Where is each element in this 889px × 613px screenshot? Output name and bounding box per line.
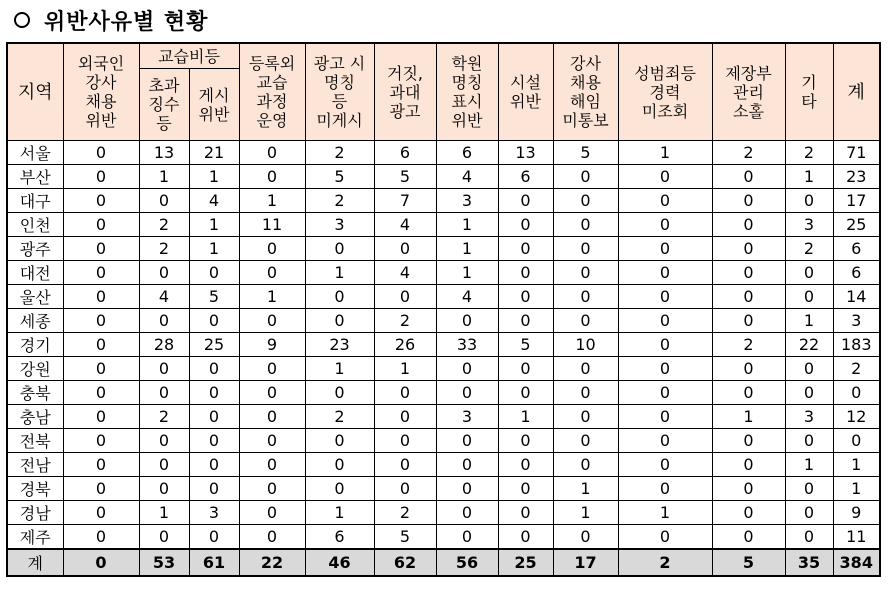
- value-cell: 0: [553, 189, 618, 213]
- value-cell: 0: [785, 525, 833, 550]
- value-cell: 0: [239, 429, 305, 453]
- value-cell: 0: [618, 165, 712, 189]
- value-cell: 0: [712, 261, 785, 285]
- value-cell: 1: [305, 501, 374, 525]
- value-cell: 9: [239, 333, 305, 357]
- value-cell: 0: [139, 381, 189, 405]
- value-cell: 12: [833, 405, 880, 429]
- value-cell: 4: [374, 261, 436, 285]
- value-cell: 0: [63, 429, 139, 453]
- value-cell: 0: [189, 357, 239, 381]
- header-academy-name: 학원 명칭 표시 위반: [436, 43, 498, 141]
- value-cell: 0: [189, 477, 239, 501]
- value-cell: 0: [618, 213, 712, 237]
- value-cell: 17: [553, 549, 618, 576]
- value-cell: 0: [63, 381, 139, 405]
- value-cell: 0: [618, 405, 712, 429]
- table-row: [7, 189, 880, 213]
- header-region: 지역: [7, 43, 63, 141]
- value-cell: 62: [374, 549, 436, 576]
- region-cell: 계: [7, 549, 63, 576]
- table-row: [7, 429, 880, 453]
- header-tuition-post: 게시 위반: [189, 69, 239, 141]
- value-cell: 13: [139, 141, 189, 165]
- value-cell: 1: [239, 285, 305, 309]
- value-cell: 2: [618, 549, 712, 576]
- value-cell: 53: [139, 549, 189, 576]
- value-cell: 3: [833, 309, 880, 333]
- header-teacher-notice: 강사 채용 해임 미통보: [553, 43, 618, 141]
- value-cell: 2: [139, 213, 189, 237]
- value-cell: 0: [189, 453, 239, 477]
- value-cell: 0: [785, 381, 833, 405]
- value-cell: 0: [498, 285, 553, 309]
- value-cell: 14: [833, 285, 880, 309]
- value-cell: 0: [553, 405, 618, 429]
- region-cell: 충북: [7, 381, 63, 405]
- value-cell: 4: [374, 213, 436, 237]
- value-cell: 0: [63, 285, 139, 309]
- value-cell: 0: [436, 429, 498, 453]
- value-cell: 4: [189, 189, 239, 213]
- value-cell: 1: [833, 477, 880, 501]
- region-cell: 인천: [7, 213, 63, 237]
- table-row: [7, 261, 880, 285]
- value-cell: 0: [189, 405, 239, 429]
- value-cell: 1: [712, 405, 785, 429]
- table-row: [7, 333, 880, 357]
- value-cell: 0: [63, 501, 139, 525]
- table-body: [7, 141, 880, 577]
- value-cell: 1: [833, 453, 880, 477]
- value-cell: 25: [498, 549, 553, 576]
- value-cell: 21: [189, 141, 239, 165]
- value-cell: 0: [239, 525, 305, 550]
- value-cell: 0: [374, 405, 436, 429]
- value-cell: 0: [436, 525, 498, 550]
- value-cell: 0: [63, 261, 139, 285]
- value-cell: 3: [189, 501, 239, 525]
- value-cell: 22: [239, 549, 305, 576]
- value-cell: 0: [189, 525, 239, 550]
- value-cell: 0: [712, 501, 785, 525]
- region-cell: 경북: [7, 477, 63, 501]
- value-cell: 1: [189, 165, 239, 189]
- value-cell: 0: [498, 213, 553, 237]
- value-cell: 2: [712, 141, 785, 165]
- value-cell: 0: [785, 285, 833, 309]
- table-row: [7, 381, 880, 405]
- value-cell: 0: [712, 381, 785, 405]
- value-cell: 3: [785, 405, 833, 429]
- circle-bullet-icon: [14, 12, 30, 28]
- value-cell: 0: [189, 309, 239, 333]
- value-cell: 4: [139, 285, 189, 309]
- value-cell: 0: [63, 405, 139, 429]
- value-cell: 0: [618, 453, 712, 477]
- value-cell: 1: [436, 237, 498, 261]
- value-cell: 1: [189, 213, 239, 237]
- value-cell: 0: [189, 381, 239, 405]
- table-row: [7, 477, 880, 501]
- value-cell: 0: [553, 237, 618, 261]
- value-cell: 0: [139, 453, 189, 477]
- value-cell: 0: [833, 381, 880, 405]
- value-cell: 0: [374, 285, 436, 309]
- value-cell: 0: [436, 501, 498, 525]
- value-cell: 46: [305, 549, 374, 576]
- value-cell: 0: [239, 453, 305, 477]
- value-cell: 10: [553, 333, 618, 357]
- value-cell: 0: [712, 189, 785, 213]
- value-cell: 0: [305, 309, 374, 333]
- value-cell: 0: [498, 429, 553, 453]
- value-cell: 0: [239, 357, 305, 381]
- value-cell: 26: [374, 333, 436, 357]
- value-cell: 13: [498, 141, 553, 165]
- value-cell: 5: [712, 549, 785, 576]
- value-cell: 0: [239, 141, 305, 165]
- value-cell: 0: [618, 309, 712, 333]
- value-cell: 0: [712, 477, 785, 501]
- region-cell: 전북: [7, 429, 63, 453]
- value-cell: 2: [139, 237, 189, 261]
- value-cell: 0: [63, 141, 139, 165]
- header-ledger: 제장부 관리 소홀: [712, 43, 785, 141]
- value-cell: 0: [63, 333, 139, 357]
- table-row: [7, 405, 880, 429]
- value-cell: 0: [553, 165, 618, 189]
- value-cell: 0: [374, 477, 436, 501]
- value-cell: 1: [498, 405, 553, 429]
- value-cell: 1: [618, 501, 712, 525]
- value-cell: 0: [63, 549, 139, 576]
- value-cell: 35: [785, 549, 833, 576]
- value-cell: 0: [553, 357, 618, 381]
- value-cell: 1: [374, 357, 436, 381]
- region-cell: 부산: [7, 165, 63, 189]
- value-cell: 0: [239, 381, 305, 405]
- value-cell: 3: [305, 213, 374, 237]
- value-cell: 5: [374, 165, 436, 189]
- value-cell: 0: [189, 429, 239, 453]
- value-cell: 2: [374, 309, 436, 333]
- value-cell: 0: [139, 477, 189, 501]
- region-cell: 경남: [7, 501, 63, 525]
- value-cell: 0: [239, 405, 305, 429]
- violation-table: [6, 42, 881, 577]
- value-cell: 0: [618, 381, 712, 405]
- header-etc: 기 타: [785, 43, 833, 141]
- value-cell: 0: [305, 237, 374, 261]
- header-tuition-group: 교습비등: [139, 43, 239, 69]
- value-cell: 0: [305, 453, 374, 477]
- value-cell: 56: [436, 549, 498, 576]
- title-text: 위반사유별 현황: [44, 9, 209, 35]
- region-cell: 대전: [7, 261, 63, 285]
- value-cell: 0: [498, 189, 553, 213]
- region-cell: 세종: [7, 309, 63, 333]
- page-title: [10, 4, 208, 36]
- value-cell: 6: [498, 165, 553, 189]
- value-cell: 0: [436, 309, 498, 333]
- value-cell: 3: [785, 213, 833, 237]
- value-cell: 0: [239, 477, 305, 501]
- total-row: [7, 549, 880, 576]
- value-cell: 0: [239, 261, 305, 285]
- value-cell: 0: [618, 357, 712, 381]
- value-cell: 0: [63, 237, 139, 261]
- value-cell: 0: [63, 189, 139, 213]
- value-cell: 5: [553, 141, 618, 165]
- value-cell: 28: [139, 333, 189, 357]
- value-cell: 0: [712, 525, 785, 550]
- value-cell: 1: [305, 261, 374, 285]
- value-cell: 0: [712, 237, 785, 261]
- value-cell: 1: [139, 165, 189, 189]
- region-cell: 강원: [7, 357, 63, 381]
- value-cell: 25: [833, 213, 880, 237]
- header-total: 계: [833, 43, 880, 141]
- value-cell: 6: [833, 261, 880, 285]
- table-row: [7, 501, 880, 525]
- header-tuition-over: 초과 징수 등: [139, 69, 189, 141]
- table-row: [7, 237, 880, 261]
- table-row: [7, 213, 880, 237]
- value-cell: 5: [374, 525, 436, 550]
- value-cell: 1: [305, 357, 374, 381]
- region-cell: 전남: [7, 453, 63, 477]
- value-cell: 0: [498, 453, 553, 477]
- value-cell: 0: [305, 381, 374, 405]
- value-cell: 0: [139, 309, 189, 333]
- value-cell: 6: [833, 237, 880, 261]
- value-cell: 2: [712, 333, 785, 357]
- region-cell: 제주: [7, 525, 63, 550]
- region-cell: 대구: [7, 189, 63, 213]
- value-cell: 1: [618, 141, 712, 165]
- value-cell: 0: [239, 165, 305, 189]
- value-cell: 2: [785, 237, 833, 261]
- value-cell: 0: [712, 213, 785, 237]
- value-cell: 0: [785, 357, 833, 381]
- value-cell: 3: [436, 189, 498, 213]
- value-cell: 384: [833, 549, 880, 576]
- value-cell: 0: [618, 525, 712, 550]
- value-cell: 5: [189, 285, 239, 309]
- table-row: [7, 165, 880, 189]
- value-cell: 0: [712, 453, 785, 477]
- value-cell: 0: [305, 477, 374, 501]
- value-cell: 0: [553, 453, 618, 477]
- value-cell: 0: [785, 261, 833, 285]
- table-row: [7, 453, 880, 477]
- table-row: [7, 525, 880, 550]
- value-cell: 0: [374, 381, 436, 405]
- value-cell: 0: [436, 357, 498, 381]
- value-cell: 2: [305, 141, 374, 165]
- value-cell: 0: [553, 285, 618, 309]
- value-cell: 0: [618, 477, 712, 501]
- value-cell: 0: [498, 357, 553, 381]
- value-cell: 4: [436, 285, 498, 309]
- value-cell: 0: [785, 477, 833, 501]
- value-cell: 6: [436, 141, 498, 165]
- value-cell: 0: [63, 213, 139, 237]
- value-cell: 0: [618, 261, 712, 285]
- value-cell: 0: [498, 501, 553, 525]
- value-cell: 0: [63, 357, 139, 381]
- value-cell: 0: [785, 501, 833, 525]
- value-cell: 0: [712, 357, 785, 381]
- value-cell: 1: [189, 237, 239, 261]
- value-cell: 0: [553, 309, 618, 333]
- value-cell: 2: [139, 405, 189, 429]
- value-cell: 0: [139, 261, 189, 285]
- region-cell: 서울: [7, 141, 63, 165]
- table-row: [7, 309, 880, 333]
- header-foreign-teacher: 외국인 강사 채용 위반: [63, 43, 139, 141]
- value-cell: 5: [305, 165, 374, 189]
- region-cell: 울산: [7, 285, 63, 309]
- value-cell: 1: [139, 501, 189, 525]
- value-cell: 1: [553, 477, 618, 501]
- value-cell: 2: [785, 141, 833, 165]
- value-cell: 0: [618, 333, 712, 357]
- region-cell: 경기: [7, 333, 63, 357]
- value-cell: 0: [498, 525, 553, 550]
- value-cell: 0: [553, 261, 618, 285]
- value-cell: 0: [498, 237, 553, 261]
- value-cell: 0: [436, 381, 498, 405]
- value-cell: 1: [436, 213, 498, 237]
- table-row: [7, 285, 880, 309]
- value-cell: 0: [139, 429, 189, 453]
- value-cell: 2: [305, 189, 374, 213]
- value-cell: 0: [63, 165, 139, 189]
- value-cell: 0: [436, 477, 498, 501]
- value-cell: 0: [63, 453, 139, 477]
- value-cell: 0: [63, 309, 139, 333]
- value-cell: 0: [785, 429, 833, 453]
- value-cell: 0: [139, 525, 189, 550]
- value-cell: 23: [305, 333, 374, 357]
- value-cell: 11: [833, 525, 880, 550]
- header-false-ad: 거짓, 과대 광고: [374, 43, 436, 141]
- value-cell: 6: [305, 525, 374, 550]
- table-row: [7, 141, 880, 165]
- region-cell: 충남: [7, 405, 63, 429]
- value-cell: 1: [239, 189, 305, 213]
- value-cell: 0: [712, 285, 785, 309]
- value-cell: 0: [305, 429, 374, 453]
- value-cell: 0: [785, 189, 833, 213]
- value-cell: 3: [436, 405, 498, 429]
- value-cell: 25: [189, 333, 239, 357]
- value-cell: 0: [63, 477, 139, 501]
- value-cell: 71: [833, 141, 880, 165]
- value-cell: 0: [139, 189, 189, 213]
- value-cell: 2: [833, 357, 880, 381]
- value-cell: 7: [374, 189, 436, 213]
- header-facility: 시설 위반: [498, 43, 553, 141]
- value-cell: 183: [833, 333, 880, 357]
- table-row: [7, 357, 880, 381]
- header-unregistered: 등록외 교습 과정 운영: [239, 43, 305, 141]
- value-cell: 0: [374, 237, 436, 261]
- value-cell: 0: [498, 261, 553, 285]
- value-cell: 5: [498, 333, 553, 357]
- value-cell: 0: [63, 525, 139, 550]
- value-cell: 0: [498, 309, 553, 333]
- value-cell: 2: [305, 405, 374, 429]
- value-cell: 1: [436, 261, 498, 285]
- value-cell: 1: [553, 501, 618, 525]
- value-cell: 0: [833, 429, 880, 453]
- value-cell: 0: [239, 309, 305, 333]
- value-cell: 2: [374, 501, 436, 525]
- value-cell: 0: [618, 429, 712, 453]
- value-cell: 0: [618, 285, 712, 309]
- value-cell: 61: [189, 549, 239, 576]
- value-cell: 0: [436, 453, 498, 477]
- header-ad-name: 광고 시 명칭 등 미게시: [305, 43, 374, 141]
- value-cell: 17: [833, 189, 880, 213]
- value-cell: 0: [553, 429, 618, 453]
- value-cell: 0: [553, 213, 618, 237]
- value-cell: 0: [712, 309, 785, 333]
- value-cell: 0: [712, 429, 785, 453]
- value-cell: 0: [498, 381, 553, 405]
- value-cell: 0: [139, 357, 189, 381]
- region-cell: 광주: [7, 237, 63, 261]
- value-cell: 11: [239, 213, 305, 237]
- value-cell: 0: [374, 453, 436, 477]
- value-cell: 33: [436, 333, 498, 357]
- value-cell: 0: [374, 429, 436, 453]
- value-cell: 1: [785, 453, 833, 477]
- value-cell: 0: [498, 477, 553, 501]
- value-cell: 23: [833, 165, 880, 189]
- value-cell: 0: [305, 285, 374, 309]
- value-cell: 0: [239, 237, 305, 261]
- value-cell: 0: [618, 189, 712, 213]
- value-cell: 9: [833, 501, 880, 525]
- value-cell: 0: [618, 237, 712, 261]
- value-cell: 4: [436, 165, 498, 189]
- value-cell: 0: [553, 525, 618, 550]
- value-cell: 6: [374, 141, 436, 165]
- value-cell: 22: [785, 333, 833, 357]
- header-sex-crime: 성범죄등 경력 미조회: [618, 43, 712, 141]
- value-cell: 1: [785, 165, 833, 189]
- value-cell: 0: [553, 381, 618, 405]
- value-cell: 0: [712, 165, 785, 189]
- value-cell: 0: [189, 261, 239, 285]
- value-cell: 0: [239, 501, 305, 525]
- value-cell: 1: [785, 309, 833, 333]
